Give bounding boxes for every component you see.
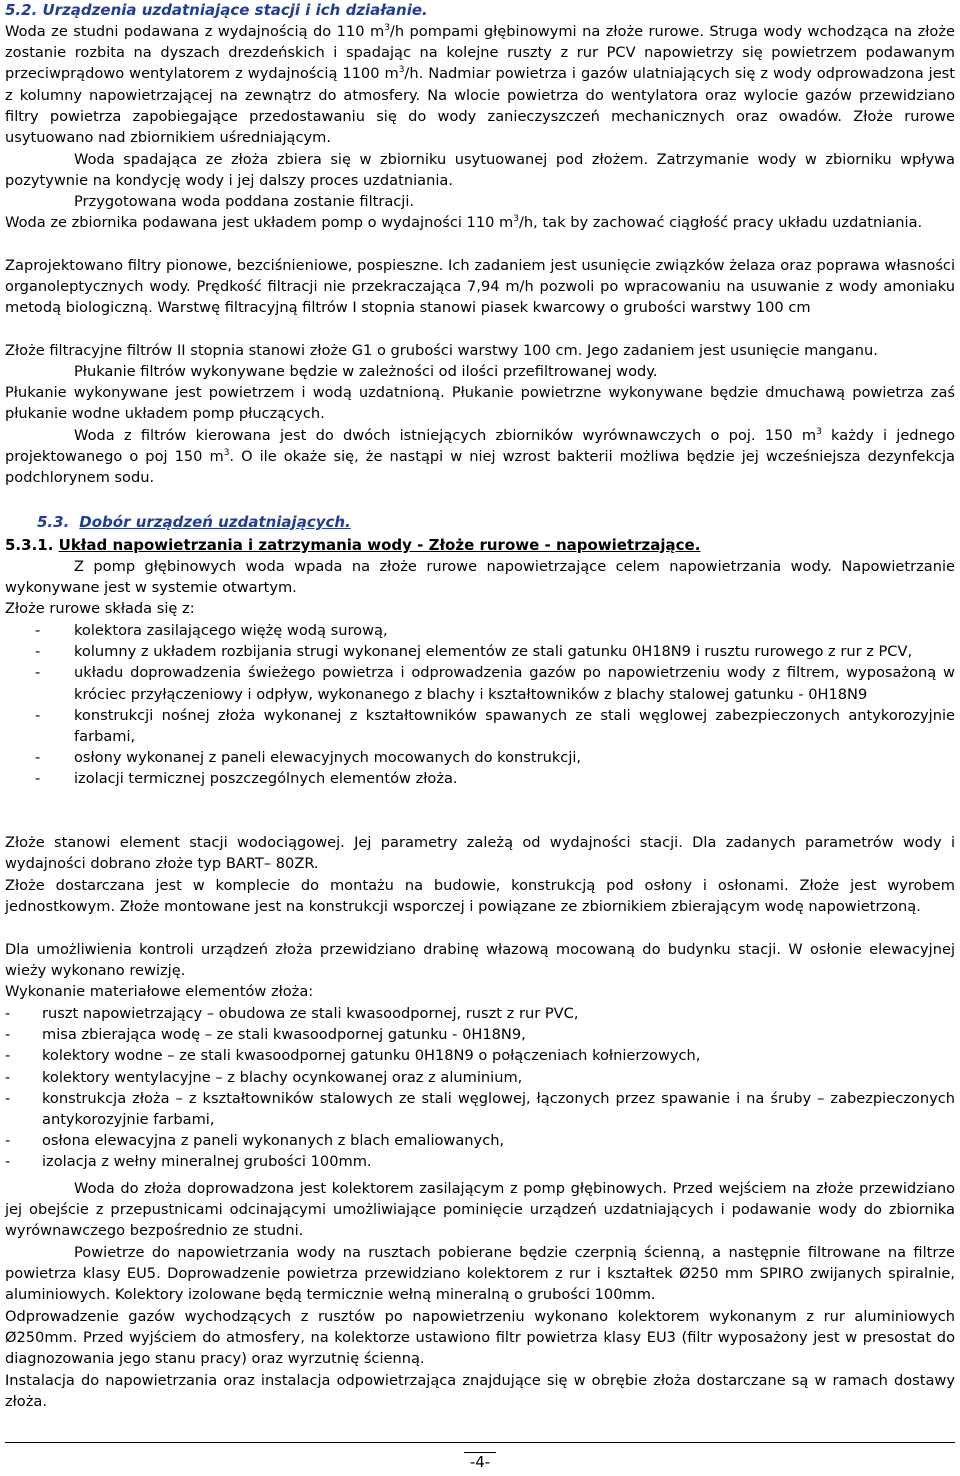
list-item: - izolacji termicznej poszczególnych elementów złoża. — [35, 770, 458, 788]
subsubsection-number: 5.3.1. — [5, 536, 54, 554]
paragraph-pumps — [5, 212, 955, 233]
paragraph-station-element: Złoże stanowi element stacji wodociągowej. Jej parametry zależą od wydajności stacji. Dla zadanych parametrów wody i wydajności dobrano złoże typ BART– 80ZR. — [5, 834, 955, 873]
list-item-text: konstrukcja złoża – z kształtowników stalowych ze stali węglowej, łączonych przez spawanie i na śruby – zabezpieczonych antykorozyjnie farbami, — [42, 1089, 955, 1129]
text-segment: Woda ze zbiornika podawana jest układem pomp o wydajności 110 m — [5, 214, 514, 231]
text-segment: Woda ze studni podawana z wydajnością do 110 m — [5, 23, 385, 40]
list-item: - kolektora zasilającego więżę wodą surową, — [35, 622, 388, 639]
subsection-heading — [37, 512, 351, 533]
list-item: - konstrukcji nośnej złoża wykonanej z kształtowników spawanych ze stali węglowej zabezpieczonych antykorozyjnie farbami, — [35, 706, 955, 746]
subsection-title: Dobór urządzeń uzdatniających. — [79, 513, 351, 531]
paragraph-equalizing-tanks — [5, 425, 955, 489]
paragraph-aeration: Z pomp głębinowych woda wpada na złoże rurowe napowietrzające celem napowietrzania wody. Napowietrzanie wykonywane jest w systemie otwartym. — [5, 558, 955, 597]
paragraph-delivery: Złoże dostarczana jest w komplecie do montażu na budowie, konstrukcją pod osłony i osłonami. Złoże jest wyrobem jednostkowym. Złoże montowane jest na konstrukcji wsporczej i powiązane ze zbiornikiem zbierającym wodę napowietrzoną. — [5, 877, 955, 916]
text-segment: Woda z filtrów kierowana jest do dwóch istniejących zbiorników wyrównawczych o poj. 150 m — [74, 427, 817, 444]
paragraph-components-intro: Złoże rurowe składa się z: — [5, 600, 195, 617]
paragraph-air-supply: Powietrze do napowietrzania wody na rusztach pobierane będzie czerpnią ścienną, a następnie filtrowane na filtrze powietrza klasy EU5. Doprowadzenie powietrza przewidziano kolektorem z rur i kształtek Ø250 mm SPIRO zwijanych spiralnie, aluminiowych. Kolektory izolowane będą termicznie wełną mineralną o grubości 100mm. — [5, 1244, 955, 1304]
paragraph-gas-exhaust: Odprowadzenie gazów wychodzących z rusztów po napowietrzeniu wykonano kolektorem wykonanym z rur aluminiowych Ø250mm. Przed wyjściem do atmosfery, na kolektorze ustawiono filtr powietrza klasy EU3 (filtr wyposażony jest w presostat do diagnozowania jego stanu pracy) oraz wyrzutnię ścienną. — [5, 1308, 955, 1368]
superscript: 3 — [513, 214, 520, 225]
list-item: - misa zbierająca wodę – ze stali kwasoodpornej gatunku - 0H18N9, — [5, 1026, 526, 1044]
paragraph-filters: Zaprojektowano filtry pionowe, bezciśnieniowe, pospieszne. Ich zadaniem jest usunięcie związków żelaza oraz poprawa własności organoleptycznych wody. Prędkość filtracji nie przekraczająca 7,94 m/h pozwoli po wpracowaniu na usuwanie z wody amoniaku metodą biologiczną. Warstwę filtracyjną filtrów I stopnia stanowi piasek kwarcowy o grubości warstwy 100 cm — [5, 257, 955, 317]
paragraph-materials-intro: Wykonanie materiałowe elementów złoża: — [5, 983, 314, 1000]
superscript: 3 — [816, 427, 822, 438]
list-item-text: układu doprowadzenia świeżego powietrza i odprowadzenia gazów po napowietrzeniu wody z filtrem, wyposażoną w króciec przyłączeniowy i odpływ, wykonanego z blachy i kształtowników z blachy stalowej gatunku - 0H18N9 — [74, 664, 955, 703]
list-item-text: osłona elewacyjna z paneli wykonanych z blach emaliowanych, — [42, 1132, 505, 1150]
superscript: 3 — [398, 65, 405, 76]
text-segment: /h pompami głębinowymi na złoże rurowe. Struga wody wchodząca na złoże zostanie rozbita na dyszach drezdeńskich i spadając na kolejne ruszty z rur PCV napowietrzy się powietrzem podawanym przeciwprądowo wentylatorem z wydajnością 1100 m — [5, 23, 955, 83]
superscript: 3 — [223, 448, 230, 459]
list-item: - osłony wykonanej z paneli elewacyjnych mocowanych do konstrukcji, — [35, 749, 582, 767]
subsection-number: 5.3. — [37, 513, 70, 531]
list-item-text: kolektory wentylacyjne – z blachy ocynkowanej oraz z aluminium, — [42, 1068, 523, 1086]
list-item: - ruszt napowietrzający – obudowa ze stali kwasoodpornej, ruszt z rur PVC, — [5, 1005, 579, 1022]
materials-list — [5, 1003, 955, 1173]
list-item-text: konstrukcji nośnej złoża wykonanej z kształtowników spawanych ze stali węglowej zabezpieczonych antykorozyjnie farbami, — [74, 706, 955, 746]
list-item: - układu doprowadzenia świeżego powietrza i odprowadzenia gazów po napowietrzeniu wody z filtrem, wyposażoną w króciec przyłączeniowy i odpływ, wykonanego z blachy i kształtowników z blachy stalowej gatunku - 0H18N9 — [35, 664, 955, 703]
list-item: - osłona elewacyjna z paneli wykonanych z blach emaliowanych, — [5, 1132, 505, 1150]
paragraph-water-intake — [5, 21, 955, 148]
page-number — [0, 1452, 960, 1473]
subsubsection-heading — [5, 535, 700, 556]
paragraph-feed-bypass: Woda do złoża doprowadzona jest kolektorem zasilającym z pomp głębinowych. Przed wejściem na złoże przewidziano jej obejście z przepustnicami odcinającymi umożliwiające pominięcie urządzeń uzdatniających i podawanie wody do zbiornika wyrównawczego bezpośrednio ze studni. — [5, 1180, 955, 1240]
paragraph-filter-washing: Płukanie filtrów wykonywane będzie w zależności od ilości przefiltrowanej wody. — [74, 363, 658, 380]
paragraph-filter-stage-2: Złoże filtracyjne filtrów II stopnia stanowi złoże G1 o grubości warstwy 100 cm. Jego zadaniem jest usunięcie manganu. — [5, 342, 878, 359]
text-segment: /h. Nadmiar powietrza i gazów ulatniających się z wody odprowadzona jest z kolumny napowietrzającej na zewnątrz do atmosfery. Na wlocie powietrza do wentylatora oraz wylocie gazów przewidziano filtry powietrza zapobiegające przedostawaniu się do wody zanieczyszczeń mechanicznych oraz owadów. Złoże rurowe usytuowano nad zbiornikiem uśredniającym. — [5, 65, 955, 147]
list-item-text: izolacji termicznej poszczególnych elementów złoża. — [74, 770, 458, 788]
list-item: - izolacja z wełny mineralnej grubości 100mm. — [5, 1153, 372, 1171]
page-number-text: -4- — [464, 1452, 496, 1471]
list-item-text: misa zbierająca wodę – ze stali kwasoodpornej gatunku - 0H18N9, — [42, 1026, 526, 1044]
paragraph-tank: Woda spadająca ze złoża zbiera się w zbiorniku usytuowanej pod złożem. Zatrzymanie wody w zbiorniku wpływa pozytywnie na kondycję wody i jej dalszy proces uzdatniania. — [5, 151, 955, 190]
list-item: - konstrukcja złoża – z kształtowników stalowych ze stali węglowej, łączonych przez spawanie i na śruby – zabezpieczonych antykorozyjnie farbami, — [5, 1089, 955, 1129]
section-heading: 5.2. Urządzenia uzdatniające stacji i ich działanie. — [5, 1, 428, 19]
list-item-text: kolektory wodne – ze stali kwasoodpornej gatunku 0H18N9 o połączeniach kołnierzowych, — [42, 1047, 701, 1065]
list-item: - kolektory wentylacyjne – z blachy ocynkowanej oraz z aluminium, — [5, 1068, 523, 1086]
list-item-text: kolektora zasilającego więżę wodą surową, — [74, 622, 388, 639]
subsubsection-title: Układ napowietrzania i zatrzymania wody - Złoże rurowe - napowietrzające. — [58, 536, 701, 554]
list-item-text: kolumny z układem rozbijania strugi wykonanej elementów ze stali gatunku 0H18N9 i rusztu rurowego z rur z PCV, — [74, 643, 913, 661]
footer-divider — [5, 1442, 955, 1443]
paragraph-inspection: Dla umożliwienia kontroli urządzeń złoża przewidziano drabinę włazową mocowaną do budynku stacji. W osłonie elewacyjnej wieży wykonano rewizję. — [5, 941, 955, 980]
paragraph-filtration-intro: Przygotowana woda poddana zostanie filtracji. — [74, 193, 415, 210]
list-item-text: izolacja z wełny mineralnej grubości 100mm. — [42, 1153, 372, 1171]
text-segment: . O ile okaże się, że nastąpi w niej wzrost bakterii możliwa będzie jej wcześniejsza dezynfekcja podchlorynem sodu. — [5, 448, 955, 487]
text-segment: każdy i jednego projektowanego o poj 150 m — [5, 427, 955, 466]
text-segment: /h, tak by zachować ciągłość pracy układu uzdatniania. — [519, 214, 923, 231]
superscript: 3 — [384, 23, 390, 34]
list-item: - kolumny z układem rozbijania strugi wykonanej elementów ze stali gatunku 0H18N9 i rusztu rurowego z rur z PCV, — [35, 643, 913, 661]
list-item: - kolektory wodne – ze stali kwasoodpornej gatunku 0H18N9 o połączeniach kołnierzowych, — [5, 1047, 701, 1065]
paragraph-installation: Instalacja do napowietrzania oraz instalacja odpowietrzająca znajdujące się w obrębie złoża dostarczane są w ramach dostawy złoża. — [5, 1372, 955, 1411]
list-item-text: ruszt napowietrzający – obudowa ze stali kwasoodpornej, ruszt z rur PVC, — [42, 1005, 579, 1022]
list-item-text: osłony wykonanej z paneli elewacyjnych mocowanych do konstrukcji, — [74, 749, 582, 767]
paragraph-washing-method: Płukanie wykonywane jest powietrzem i wodą uzdatnioną. Płukanie powietrzne wykonywane będzie dmuchawą powietrza zaś płukanie wodne układem pomp płuczących. — [5, 384, 955, 423]
components-list — [5, 620, 955, 790]
